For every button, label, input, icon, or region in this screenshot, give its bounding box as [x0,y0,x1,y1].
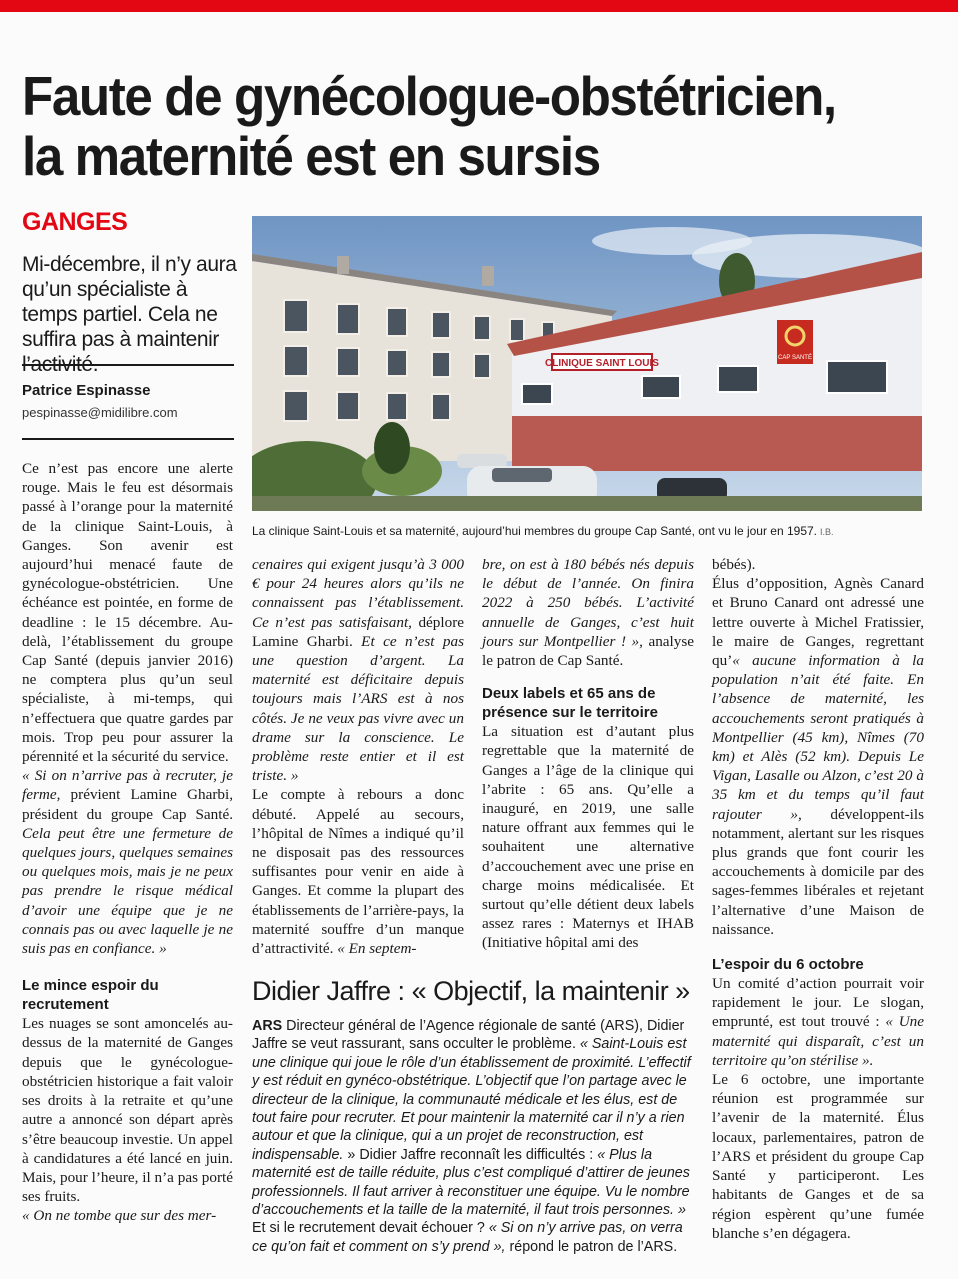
quote: « On ne tombe que sur des mer- [22,1207,217,1225]
attribution: prévient Lamine Gharbi, président du groupe Cap Santé. [22,786,233,823]
box-text-span: Et si le recrutement devait échouer ? [252,1220,489,1237]
interview-paragraph [252,1017,692,1256]
paragraph: La situation est d’autant plus regrettable que la maternité de Ganges a l’âge de la clinique qui l’abrite : 65 ans. Qu’elle a inauguré, en 2019, une salle nature offrant aux femmes qui le souhaitent une alternative d’accouchement avec une prise en charge moins médicalisée. Et surtout qu’elle détient deux labels assez rares : Maternys et IHAB (Initiative hôpital ami des [482,723,694,952]
top-accent-bar [0,0,958,12]
attribution: déplore Lamine Gharbi. [252,613,464,650]
text-column-2 [252,555,464,958]
quote: Cela peut être une fermeture de quelques jours, quelques semaines ou quelques mois, mais je ne peux pas prendre le risque médical d’avoir une équipe que je ne connais pas ou avec laquelle je ne suis pas en confiance. » [22,824,233,958]
quote: « Si on n’y arrive pas, on verra ce qu’on fait et comment on s’y prend », [252,1220,683,1255]
headline-line-1: Faute de gynécologue-obstétricien, [22,65,836,127]
quote: « Saint-Louis est une clinique qui joue le rôle d’un établissement de proximité. L’effectif y est réduit en gynéco-obstétrique. L’objectif que l’on partage avec le directeur de la clinique, la communauté médicale et les élus, est de tout faire pour recruter. Et pour maintenir la maternité car il n’y a rien autour et que la clinique, qui a un projet de reconstruction, est indispensable. [252,1036,691,1163]
attribution: analyse le patron de Cap Santé. [482,632,694,670]
cap-sante-logo-text: CAP SANTÉ [778,355,812,361]
clinic-photo [252,216,922,511]
text-column-3 [482,555,694,953]
quote: « Si on n’arrive pas à recruter, je ferme, [22,767,233,804]
subheading: L’espoir du 6 octobre [712,956,864,974]
author-email[interactable]: pespinasse@midilibre.com [22,405,178,420]
paragraph: Les nuages se sont amoncelés au-dessus de la maternité de Ganges depuis que le gynécologue-obstétricien historique a fait valoir ses droits à la retraite et qu’une autre a annoncé son départ après s’être beaucoup investie. Un appel à candidatures a été lancé en juin. Mais, pour l’heure, il n’a pas porté ses fruits. [22,1015,233,1206]
quote: bre, on est à 180 bébés nés depuis le début de l’année. On finira 2022 à 250 bébés. L’activité annuelle de Ganges, c’est huit jours sur Montpellier ! », [482,556,694,650]
paragraph [712,574,924,939]
paragraph [712,974,924,1070]
subheading: Le mince espoir du recrutement [22,977,159,1014]
photo-caption [252,524,932,538]
paragraph-text: Le compte à rebours a donc débuté. Appelé au secours, l’hôpital de Nîmes a indiqué qu’il ne disposait pas des ressources suffisantes pour venir en aide à Ganges. Et comme la plupart des établissements de l’arrière-pays, la maternité souffre d’un manque d’attractivité. [252,786,464,958]
quote: « En septem- [337,940,417,958]
paragraph [22,766,233,958]
quote: « Une maternité qui disparaît, c’est un territoire qu’on stérilise ». [712,1013,924,1069]
paragraph [22,1206,233,1225]
paragraph: Ce n’est pas encore une alerte rouge. Mais le feu est désormais passé à l’orange pour la maternité de la clinique Saint-Louis, à Ganges. Son avenir est aujourd’hui menacé faute de gynécologue-obstétricien. Une échéance est pointée, en forme de deadline : le 15 décembre. Au-delà, l’établissement du groupe Cap Santé (depuis janvier 2016) ne comptera plus qu’un seul spécialiste, à mi-temps, qui n’effectuera que quatre gardes par mois. Trop peu pour assurer la pérennité et la sécurité du service. [22,460,233,766]
subheading: Deux labels et 65 ans de présence sur le territoire [482,685,658,722]
location-kicker: GANGES [22,208,128,236]
quote: « Plus la maternité est de taille réduite, plus c’est compliqué d’attirer de jeunes professionnels. Il faut arriver à reconstituer une équipe. Vu le nombre d’accouchements et la taille de la maternité, il faut trois personnes. » [252,1146,690,1219]
paragraph: bébés). [712,556,756,573]
photo-credit: I.B. [820,527,834,537]
quote: cenaires qui exigent jusqu’à 3 000 € pour 24 heures alors qu’ils ne connaissent pas l’établissement. Ce n’est pas satisfaisant, [252,556,464,631]
quote: Et ce n’est pas une question d’argent. La maternité est déficitaire depuis toujours mais l’ARS est à nos côtés. Je ne veux pas vivre avec un drame sur la conscience. Le problème reste entier et il est triste. » [252,632,464,785]
quote: « aucune information à la population n’ait été faite. En l’absence de maternité, les accouchements seront pratiqués à Montpellier (45 km), Nîmes (70 km) et Alès (52 km). Depuis Le Vigan, Lasalle ou Alzon, c’est 20 à 35 km et du temps qu’il faut rajouter », [712,652,924,823]
paragraph [252,785,464,958]
clinic-sign-text: CLINIQUE SAINT LOUIS [545,358,659,369]
box-text-span: » Didier Jaffre reconnaît les difficultés : [347,1146,598,1163]
interview-box-title: Didier Jaffre : « Objectif, la maintenir » [252,976,690,1006]
box-text-span: Directeur général de l’Agence régionale de santé (ARS), Didier Jaffre se veut rassurant, sans occulter le problème. [252,1018,685,1053]
article-headline [22,66,878,186]
article-lead: Mi-décembre, il n’y aura qu’un spécialiste à temps partiel. Cela ne suffira pas à maintenir l’activité. [22,253,237,376]
paragraph [482,555,694,670]
author-name: Patrice Espinasse [22,382,151,399]
headline-line-2: la maternité est en sursis [22,125,600,187]
interview-box-text [252,1017,692,1256]
paragraph-text: développent-ils notamment, alertant sur les risques plus grands que font courir les accouchements à domicile par des sages-femmes libérales et rejetant l’alternative d’une Maison de naissance. [712,805,924,938]
caption-text: La clinique Saint-Louis et sa maternité, aujourd’hui membres du groupe Cap Santé, ont vu le jour en 1957. [252,524,818,538]
text-column-4 [712,555,924,1243]
paragraph-text: Un comité d’action pourrait voir rapidement le jour. Le slogan, emprunté, est tout trouvé : [712,975,924,1031]
paragraph [252,555,464,785]
text-column-1 [22,459,233,1226]
box-text-span: répond le patron de l’ARS. [509,1238,678,1255]
paragraph: Le 6 octobre, une importante réunion est programmée sur l’avenir de la maternité. Élus locaux, parlementaires, patron de l’ARS et président du groupe Cap Santé y participeront. Les habitants de Ganges et de sa région espèrent qu’une fumée blanche s’en dégagera. [712,1071,924,1242]
paragraph-text: Élus d’opposition, Agnès Canard et Bruno Canard ont adressé une lettre ouverte à Michel Fratissier, le maire de Ganges, regrettant qu’ [712,575,924,670]
box-tag: ARS [252,1018,283,1034]
author-box [22,364,234,440]
